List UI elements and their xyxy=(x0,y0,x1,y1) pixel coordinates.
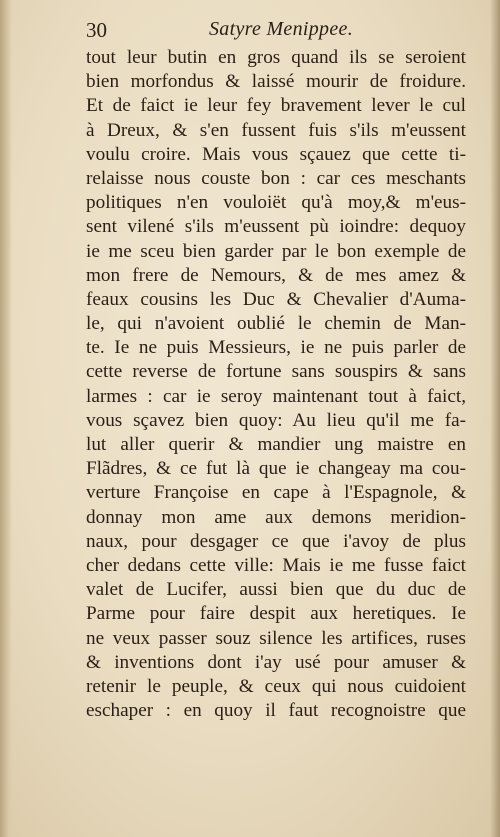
text-line: ie me sceu bien garder par le bon exemple de xyxy=(86,240,466,262)
text-line: le, qui n'avoient oublié le chemin de Man- xyxy=(86,313,466,335)
page-number: 30 xyxy=(86,18,107,42)
text-line: à Dreux, & s'en fussent fuis s'ils m'eussent xyxy=(86,119,466,141)
text-line: naux, pour desgager ce que i'avoy de plus xyxy=(86,530,466,552)
text-line: cette reverse de fortune sans souspirs & sans xyxy=(86,361,466,383)
text-line: ne veux passer souz silence les artifices, ruses xyxy=(86,627,466,649)
page-gutter-shadow xyxy=(0,0,12,837)
text-line: bien morfondus & laissé mourir de froidure. xyxy=(86,71,466,93)
text-line: Parme pour faire despit aux heretiques. Ie xyxy=(86,603,466,625)
text-line: lut aller querir & mandier ung maistre en xyxy=(86,434,466,455)
text-line: sent vilené s'ils m'eussent pù ioindre: dequoy xyxy=(86,216,466,238)
text-line: eschaper : en quoy il faut recognoistre que xyxy=(86,700,466,722)
text-line: valet de Lucifer, aussi bien que du duc de xyxy=(86,579,466,601)
text-line: feaux cousins les Duc & Chevalier d'Auma- xyxy=(86,288,466,310)
text-line: te. Ie ne puis Messieurs, ie ne puis parler de xyxy=(86,337,466,359)
text-line: tout leur butin en gros quand ils se seroient xyxy=(86,47,466,68)
text-line: cher dedans cette ville: Mais ie me fusse faict xyxy=(86,554,466,576)
text-line: & inventions dont i'ay usé pour amuser & xyxy=(86,651,466,673)
text-line: larmes : car ie seroy maintenant tout à faict, xyxy=(86,385,466,407)
body-text xyxy=(86,46,466,723)
text-line: donnay mon ame aux demons meridion- xyxy=(86,506,466,528)
running-title: Satyre Menippee. xyxy=(209,18,353,40)
text-line: retenir le peuple, & ceux qui nous cuidoient xyxy=(86,675,466,697)
text-line: Flãdres, & ce fut là que ie changeay ma cou- xyxy=(86,458,466,480)
ink-bleed-through xyxy=(150,720,210,750)
text-line: relaisse nous couste bon : car ces meschants xyxy=(86,167,466,189)
text-line: politiques n'en vouloiët qu'à moy,& m'eus- xyxy=(86,192,466,214)
text-line: vous sçavez bien quoy: Au lieu qu'il me fa- xyxy=(86,409,466,431)
text-line: Et de faict ie leur fey bravement lever le cul xyxy=(86,95,466,117)
text-line: voulu croire. Mais vous sçauez que cette ti- xyxy=(86,143,466,165)
text-line: verture Françoise en cape à l'Espagnole, & xyxy=(86,482,466,504)
page-edge-shadow xyxy=(490,0,500,837)
page-header xyxy=(86,16,466,46)
text-line: mon frere de Nemours, & de mes amez & xyxy=(86,264,466,286)
